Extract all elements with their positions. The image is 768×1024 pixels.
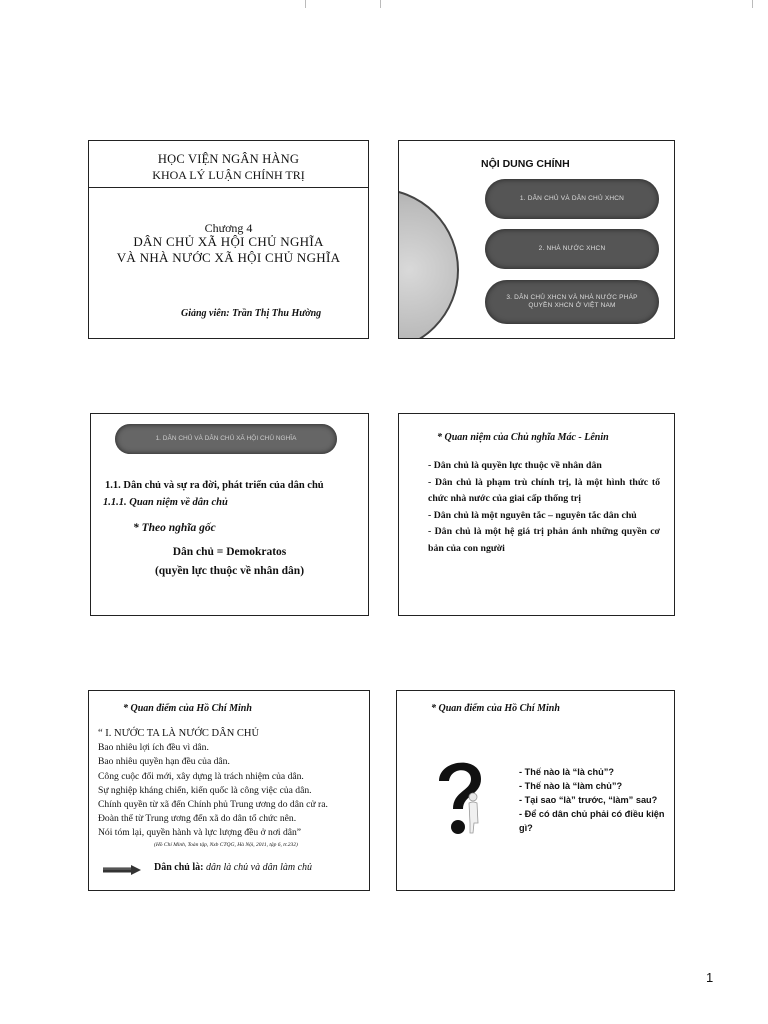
chapter-title [89, 234, 368, 266]
conclusion-label: Dân chủ là: [154, 862, 204, 873]
slide-heading: * Quan niệm của Chủ nghĩa Mác - Lênin [437, 432, 609, 443]
contents-heading: NỘI DUNG CHÍNH [481, 158, 570, 170]
bullet-item: - Dân chủ là phạm trù chính trị, là một hình thức tổ chức nhà nước của giai cấp thống trị [428, 476, 660, 504]
page-number: 1 [706, 970, 714, 985]
bullet-list [428, 458, 660, 557]
contents-item-2: 2. NHÀ NƯỚC XHCN [485, 229, 659, 269]
bullet-item: - Dân chủ là một nguyên tắc – nguyên tắc dân chủ [428, 509, 637, 521]
bullet-item: - Dân chủ là quyền lực thuộc về nhân dân [428, 460, 602, 471]
quote-line: Chính quyền từ xã đến Chính phủ Trung ương do dân cử ra. [98, 799, 328, 811]
lecturer-name: Giảng viên: Trần Thị Thu Hường [181, 308, 322, 319]
faculty-name: KHOA LÝ LUẬN CHÍNH TRỊ [152, 168, 305, 182]
definition-meaning: (quyền lực thuộc về nhân dân) [154, 565, 305, 577]
scan-mark [380, 0, 381, 8]
quote-citation: (Hồ Chí Minh, Toàn tập, Nxb CTQG, Hà Nội, 2011, tập 6, tr.232) [154, 841, 298, 848]
question-item: - Để có dân chủ phải có điều kiện gì? [519, 809, 665, 833]
contents-item-1: 1. DÂN CHỦ VÀ DÂN CHỦ XHCN [485, 179, 659, 219]
definition-line: Dân chủ = Demokratos [172, 546, 287, 558]
question-item: - Thế nào là “là chủ”? [519, 767, 614, 777]
slide-marxist-view [398, 413, 675, 616]
quote-block [98, 727, 328, 850]
conclusion-text: dân là chủ và dân làm chủ [205, 862, 313, 873]
section-banner: 1. DÂN CHỦ VÀ DÂN CHỦ XÃ HỘI CHỦ NGHĨA [115, 424, 337, 454]
slide-title [88, 140, 369, 339]
quote-line: Công cuộc đổi mới, xây dựng là trách nhiệm của dân. [98, 770, 304, 782]
section-heading: 1.1. Dân chủ và sự ra đời, phát triển của dân chủ [105, 480, 324, 491]
contents-item-3: 3. DÂN CHỦ XHCN VÀ NHÀ NƯỚC PHÁP QUYỀN XHCN Ở VIỆT NAM [485, 280, 659, 324]
question-mark-figure-icon [429, 751, 491, 847]
quote-line: Đoàn thể từ Trung ương đến xã do dân tổ chức nên. [98, 813, 297, 825]
question-list [519, 765, 669, 835]
original-meaning-label: * Theo nghĩa gốc [133, 522, 216, 534]
subsection-heading: 1.1.1. Quan niệm về dân chủ [103, 497, 228, 508]
quote-line: Bao nhiêu lợi ích đều vì dân. [98, 742, 209, 754]
slide-ho-chi-minh-questions [396, 690, 675, 891]
question-item: - Tại sao “là” trước, “làm” sau? [519, 795, 658, 805]
quote-line: Nói tóm lại, quyền hành và lực lượng đều ở nơi dân” [98, 827, 302, 839]
slide-contents [398, 140, 675, 339]
scan-mark [752, 0, 753, 8]
bullet-item: - Dân chủ là một hệ giá trị phản ánh những quyền cơ bản của con người [428, 526, 660, 554]
quote-line: Sự nghiệp kháng chiến, kiến quốc là công việc của dân. [98, 784, 312, 796]
conclusion [154, 862, 312, 873]
question-item: - Thế nào là “làm chủ”? [519, 781, 623, 791]
arrow-right-icon [103, 865, 141, 875]
slide-heading: * Quan điểm của Hồ Chí Minh [123, 703, 252, 714]
quote-title: “ I. NƯỚC TA LÀ NƯỚC DÂN CHỦ [98, 728, 260, 739]
institution-name: HỌC VIỆN NGÂN HÀNG [157, 152, 300, 166]
chapter-title-line1: DÂN CHỦ XÃ HỘI CHỦ NGHĨA [133, 234, 324, 249]
slide-heading: * Quan điểm của Hồ Chí Minh [431, 703, 560, 714]
slide-ho-chi-minh-quote [88, 690, 370, 891]
scan-mark [305, 0, 306, 8]
slide-democracy-definition [90, 413, 369, 616]
decorative-circle-graphic [398, 188, 459, 339]
quote-line: Bao nhiêu quyền hạn đều của dân. [98, 756, 230, 768]
slide-header [89, 141, 368, 188]
chapter-title-line2: VÀ NHÀ NƯỚC XÃ HỘI CHỦ NGHĨA [116, 250, 341, 265]
chapter-label: Chương 4 [204, 221, 253, 235]
